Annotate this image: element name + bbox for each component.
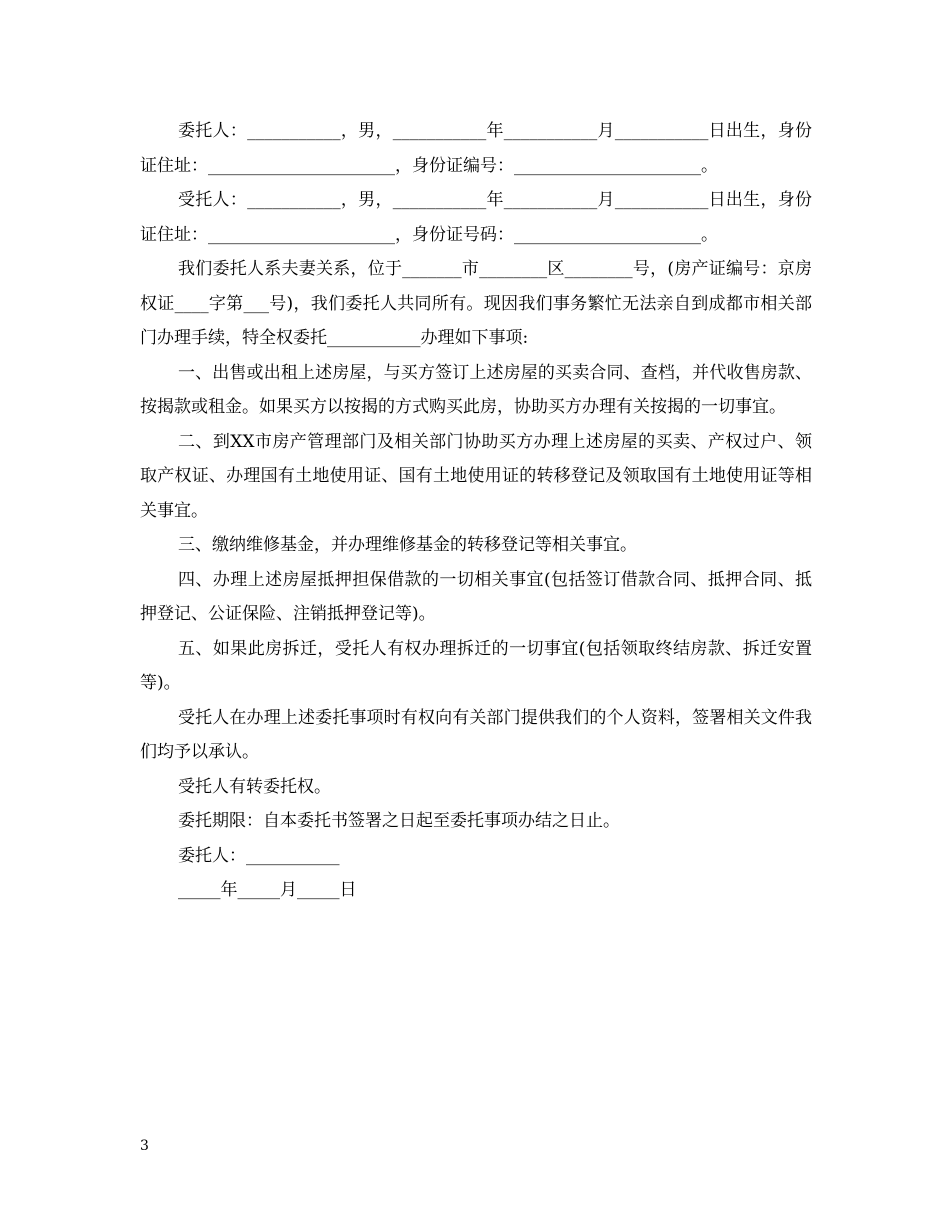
item-one-paragraph: 一、出售或出租上述房屋，与买方签订上述房屋的买卖合同、查档，并代收售房款、按揭款或租金。如果买方以按揭的方式购买此房，协助买方办理有关按揭的一切事宜。 (140, 362, 812, 417)
agent-info-paragraph: 受托人：___________，男，___________年___________月___________日出生，身份证住址：______________________，身份证号码：______________________。 (140, 190, 812, 245)
property-description-paragraph: 我们委托人系夫妻关系，位于_______市________区________号，(房产证编号：京房权证____字第___号)，我们委托人共同所有。现因我们事务繁忙无法亲自到成都市相关部门办理手续，特全权委托___________办理如下事项: (140, 259, 812, 348)
item-two-paragraph: 二、到XX市房产管理部门及相关部门协助买方办理上述房屋的买卖、产权过户、领取产权证、办理国有土地使用证、国有土地使用证的转移登记及领取国有土地使用证等相关事宜。 (140, 431, 812, 521)
principal-info-paragraph: 委托人：___________，男，___________年___________月___________日出生，身份证住址：______________________，身份证编号：______________________。 (140, 121, 812, 176)
page-number: 3 (140, 1138, 149, 1154)
item-three-paragraph: 三、缴纳维修基金，并办理维修基金的转移登记等相关事宜。 (178, 535, 637, 555)
item-four-paragraph: 四、办理上述房屋抵押担保借款的一切相关事宜(包括签订借款合同、抵押合同、抵押登记、公证保险、注销抵押登记等)。 (140, 569, 812, 624)
term-paragraph: 委托期限：自本委托书签署之日起至委托事项办结之日止。 (178, 811, 620, 831)
signature-line: 委托人：___________ (178, 845, 340, 866)
sub-delegation-paragraph: 受托人有转委托权。 (178, 776, 331, 797)
date-line: _____年_____月_____日 (178, 880, 357, 900)
document-body (140, 114, 812, 908)
item-five-paragraph: 五、如果此房拆迁，受托人有权办理拆迁的一切事宜(包括领取终结房款、拆迁安置等)。 (140, 638, 812, 693)
personal-data-paragraph: 受托人在办理上述委托事项时有权向有关部门提供我们的个人资料，签署相关文件我们均予以承认。 (140, 707, 812, 762)
